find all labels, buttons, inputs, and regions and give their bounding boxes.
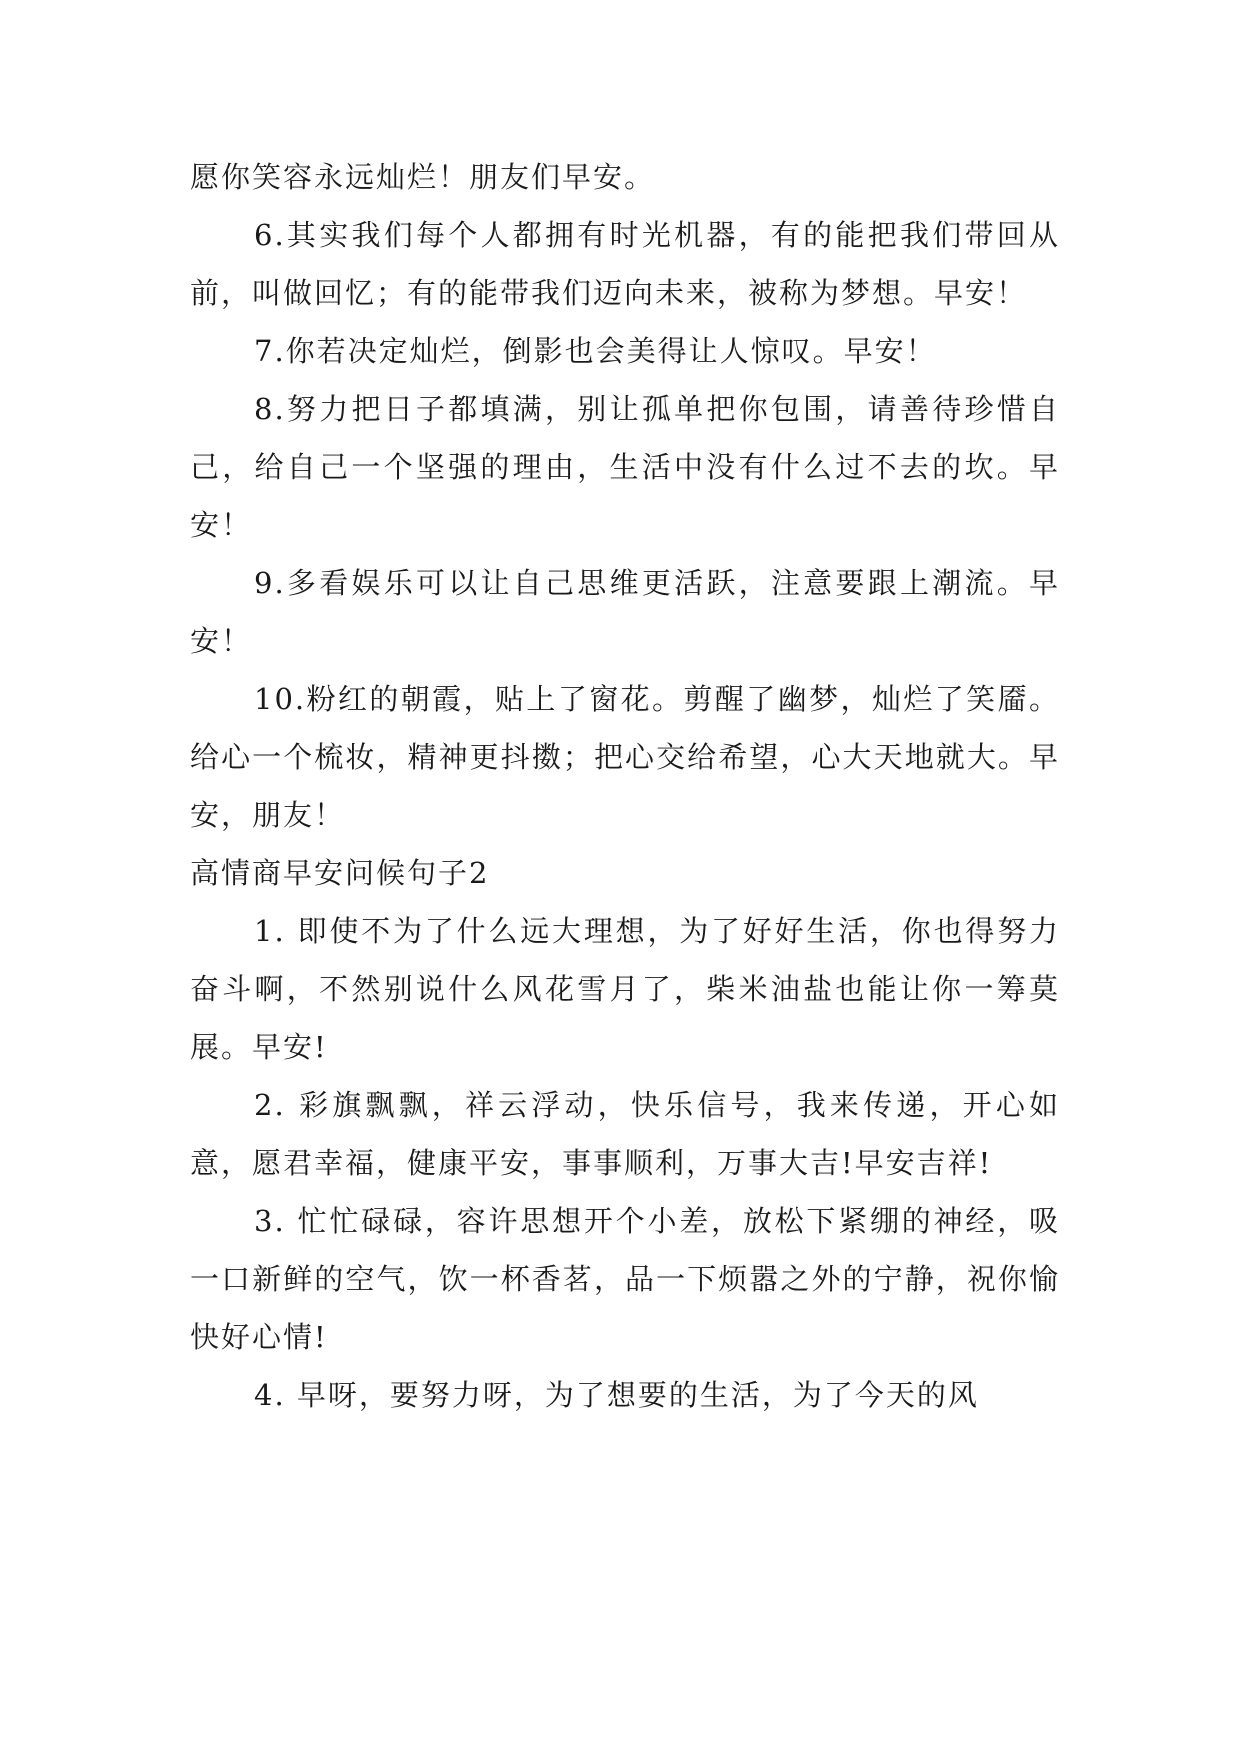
section-paragraph-item-2: 2. 彩旗飘飘，祥云浮动，快乐信号，我来传递，开心如意，愿君幸福，健康平安，事事顺利，万事大吉!早安吉祥! — [190, 1088, 1060, 1180]
section-paragraph-item-4: 4. 早呀，要努力呀，为了想要的生活，为了今天的风 — [254, 1378, 979, 1412]
paragraph-item-10: 10.粉红的朝霞，贴上了窗花。剪醒了幽梦，灿烂了笑靥。给心一个梳妆，精神更抖擞；把心交给希望，心大天地就大。早安，朋友！ — [190, 682, 1060, 832]
section-heading: 高情商早安问候句子2 — [190, 856, 490, 890]
paragraph-item-9: 9.多看娱乐可以让自己思维更活跃，注意要跟上潮流。早安！ — [190, 566, 1060, 658]
paragraph-item-6: 6.其实我们每个人都拥有时光机器，有的能把我们带回从前，叫做回忆；有的能带我们迈向未来，被称为梦想。早安！ — [190, 218, 1060, 310]
paragraph-item-7: 7.你若决定灿烂，倒影也会美得让人惊叹。早安！ — [254, 334, 937, 368]
section-paragraph-item-1: 1. 即使不为了什么远大理想，为了好好生活，你也得努力奋斗啊，不然别说什么风花雪月了，柴米油盐也能让你一筹莫展。早安! — [190, 914, 1060, 1064]
paragraph-continuation: 愿你笑容永远灿烂！朋友们早安。 — [190, 160, 656, 194]
section-paragraph-item-3: 3. 忙忙碌碌，容许思想开个小差，放松下紧绷的神经，吸一口新鲜的空气，饮一杯香茗，品一下烦嚣之外的宁静，祝你愉快好心情! — [190, 1204, 1060, 1354]
paragraph-item-8: 8.努力把日子都填满，别让孤单把你包围，请善待珍惜自己，给自己一个坚强的理由，生活中没有什么过不去的坎。早安！ — [190, 392, 1060, 542]
document-body — [190, 148, 1060, 1424]
